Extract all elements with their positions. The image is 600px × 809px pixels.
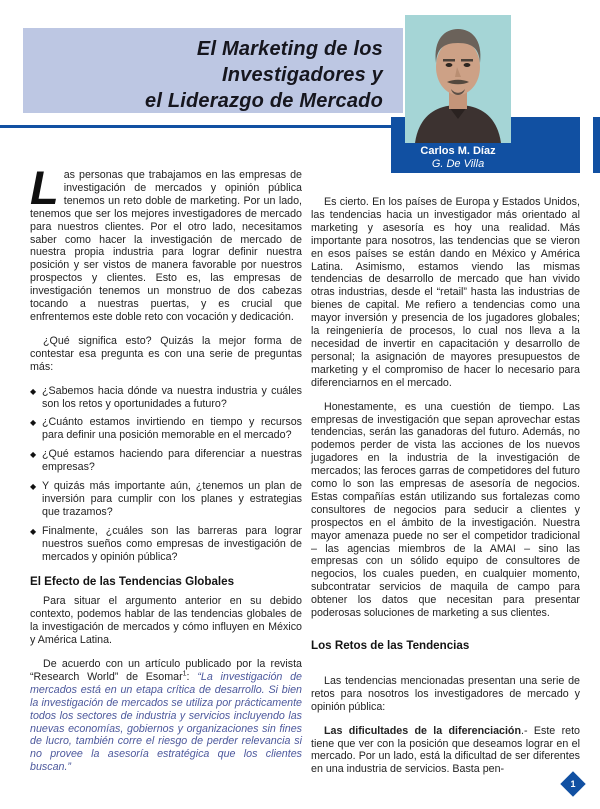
- diamond-bullet-icon: ◆: [30, 450, 37, 460]
- header-divider: [0, 125, 391, 128]
- author-names: [391, 145, 525, 171]
- diamond-bullet-icon: ◆: [30, 418, 37, 428]
- section-heading-retos: Los Retos de las Tendencias: [311, 639, 470, 652]
- paragraph-retos-intro: Las tendencias mencionadas presentan una serie de retos para nosotros los investigadores de mercado y opinión pública:: [311, 674, 580, 713]
- quote-separator: :: [186, 670, 198, 683]
- column-right: [311, 196, 580, 787]
- paragraph-lead-rest: .- Este reto tiene que ver con la posición que deseamos lograr en el mercado. Por un lado, está la dificultad de ser diferentes en una industria de servicios. Basta pen-: [311, 724, 580, 776]
- list-item: [30, 480, 302, 519]
- paragraph-context: Para situar el argumento anterior en su debido contexto, podemos hablar de las tendencias globales de la investigación de mercados y cómo influyen en México y América Latina.: [30, 595, 302, 647]
- paragraph-question: ¿Qué significa esto? Quizás la mejor forma de contestar esa pregunta es con una serie de preguntas más:: [30, 334, 302, 373]
- page-title-line-1: El Marketing de los: [196, 38, 383, 60]
- author-credit: G. De Villa: [431, 158, 485, 170]
- paragraph-diferenciacion: [311, 725, 580, 777]
- section-heading-global-trends: El Efecto de las Tendencias Globales: [30, 575, 235, 589]
- dropcap-letter: L: [30, 161, 59, 214]
- paragraph-intro: [30, 161, 302, 324]
- list-item: [30, 385, 302, 411]
- list-item: [30, 416, 302, 442]
- paragraph-es-cierto: Es cierto. En los países de Europa y Estados Unidos, las tendencias hacia un investigador más orientado al marketing y asesoría es hoy una realidad. Más importante para nosotros, las tendencias que se vieron en esos países se están dando en México y América Latina. Asimismo, estamos viendo las mismas tendencias de desarrollo de mercado que han vivido otras industrias, desde el “retail” hasta las industrias de bienes de capital. Me refiero a tendencias como una mayor inversión y presencia de los jugadores globales; la reingeniería de procesos, lo cual nos lleva a la necesidad de invertir en capacitación y desarrollo de personal; la asignación de mayores presupuestos de marketing y el compromiso de hacer lo necesario para diferenciarnos en el mercado.: [311, 196, 580, 389]
- page-title-line-3: el Liderazgo de Mercado: [145, 90, 383, 112]
- footnote-marker: 1: [182, 670, 187, 678]
- list-item: [30, 448, 302, 474]
- paragraph-esomar-quote: [30, 658, 302, 774]
- list-item-text: ¿Cuánto estamos invirtiendo en tiempo y recursos para definir una posición memorable en el mercado?: [42, 416, 302, 442]
- question-list: [30, 385, 302, 564]
- paragraph-lead-bold: Las dificultades de la diferenciación: [324, 724, 521, 737]
- list-item: [30, 525, 302, 564]
- paragraph-intro-text: as personas que trabajamos en las empresas de investigación de mercados y opinión pública tenemos un reto doble de marketing. Por un lado, tenemos que ser los mejores investigadores de mercado para nuestros clientes. Por el otro lado, necesitamos saber como hacer la investigación de mercado de nuestra propia industria para lograr definir nuestra posición y ser vistos de manera favorable por nuestros prospectos y clientes. Esto es, las empresas de investigación tenemos un monstruo de dos cabezas tocando a nuestras puertas, y es crucial que enfrentemos este doble reto con vocación y dedicación.: [30, 169, 302, 323]
- column-left: [30, 161, 302, 785]
- list-item-text: Y quizás más importante aún, ¿tenemos un plan de inversión para cumplir con los planes y estrategias que trazamos?: [42, 480, 302, 518]
- page-number-badge: [560, 771, 585, 796]
- author-name: Carlos M. Díaz: [420, 145, 496, 157]
- quote-text: “La investigación de mercados está en un etapa crítica de desarrollo. Si bien la investigación de mercados se utiliza por prácticamente todos los sectores de industria y servicios incluyendo las nuevas economías, gobiernos y organizaciones sin fines de lucro, también corre el riesgo de perder relevancia si no provee la asesoría estratégica que los clientes buscan.”: [30, 670, 302, 774]
- quote-intro: De acuerdo con un artículo publicado por la revista “Research World” de Esomar: [30, 658, 302, 683]
- diamond-bullet-icon: ◆: [30, 482, 37, 492]
- title-box: [23, 28, 403, 113]
- edge-accent-bar: [593, 117, 600, 173]
- list-item-text: ¿Qué estamos haciendo para diferenciar a nuestras empresas?: [42, 448, 302, 474]
- page-number: 1: [570, 779, 576, 789]
- diamond-bullet-icon: ◆: [30, 386, 37, 396]
- page-title-line-2: Investigadores y: [221, 64, 383, 86]
- list-item-text: ¿Sabemos hacia dónde va nuestra industria y cuáles son los retos y oportunidades a futuro?: [42, 384, 302, 410]
- diamond-bullet-icon: ◆: [30, 526, 37, 536]
- paragraph-honestamente: Honestamente, es una cuestión de tiempo. Las empresas de investigación que sepan aprovechar estas tendencias, serán las ganadoras del futuro. Además, no podemos perder de vista las acciones de los nuevos jugadores en la industria de la investigación de mercados; las feroces garras de competidores del futuro como lo son las empresas de asesoría de negocios. Estas compañías están utilizando sus fortalezas como consultores de negocios para seducir a clientes y prospectos en el ámbito de la investigación. Nuestra mayor amenaza puede no ser el competidor tradicional – las agencias miembros de la AMAI – sino las empresas con un sólido equipo de consultores de negocios, los cuales pueden, en cualquier momento, subcontratar servicios de maquila de campo para obtener los datos que necesitan para presentar poderosas soluciones de marketing a sus clientes.: [311, 400, 580, 620]
- list-item-text: Finalmente, ¿cuáles son las barreras para lograr nuestros sueños como empresas de investigación de mercados y opinión pública?: [42, 524, 302, 563]
- author-photo: [405, 15, 511, 143]
